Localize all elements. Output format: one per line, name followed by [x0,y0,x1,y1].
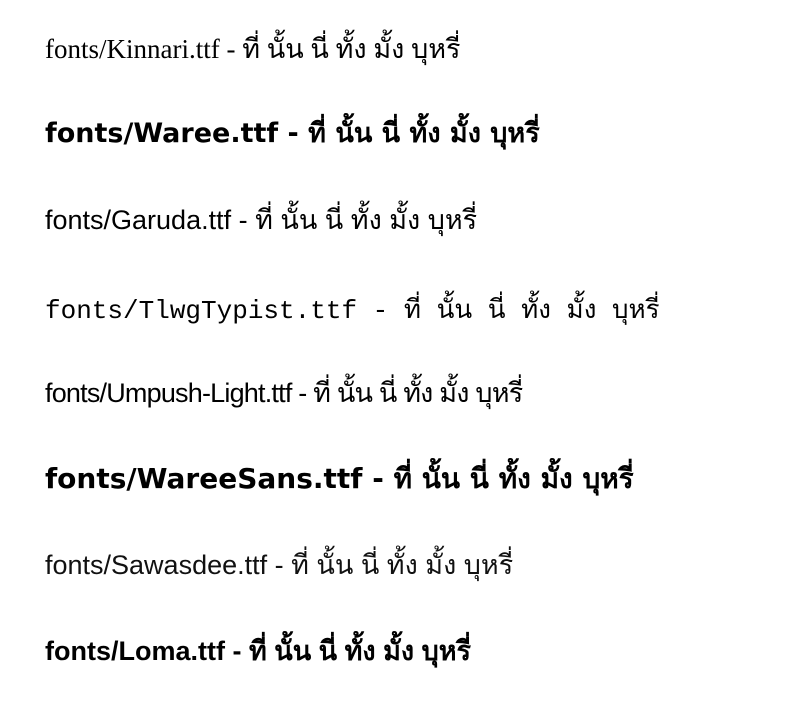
font-sample-garuda: fonts/Garuda.ttf - ที่ นั้น นี่ ทั้ง มั้ง บุหรี่ [45,205,478,235]
font-sample-sawasdee: fonts/Sawasdee.ttf - ที่ นั้น นี่ ทั้ง มั้ง บุหรี่ [45,550,514,580]
font-sample-waree-sans: fonts/WareeSans.ttf - ที่ นั้น นี่ ทั้ง มั้ง บุหรี่ [45,462,634,495]
font-sample-waree: fonts/Waree.ttf - ที่ นั้น นี่ ทั้ง มั้ง บุหรี่ [45,118,540,149]
font-sample-umpush-light: fonts/Umpush-Light.ttf - ที่ นั้น นี่ ทั้ง มั้ง บุหรี่ [45,378,523,408]
font-sample-loma: fonts/Loma.ttf - ที่ นั้น นี่ ทั้ง มั้ง บุหรี่ [45,636,472,666]
font-sample-tlwg-typist: fonts/TlwgTypist.ttf - ที่ นั้น นี่ ทั้ง มั้ง บุหรี่ [45,296,660,326]
font-sample-kinnari: fonts/Kinnari.ttf - ที่ นั้น นี่ ทั้ง มั้ง บุหรี่ [45,34,461,64]
